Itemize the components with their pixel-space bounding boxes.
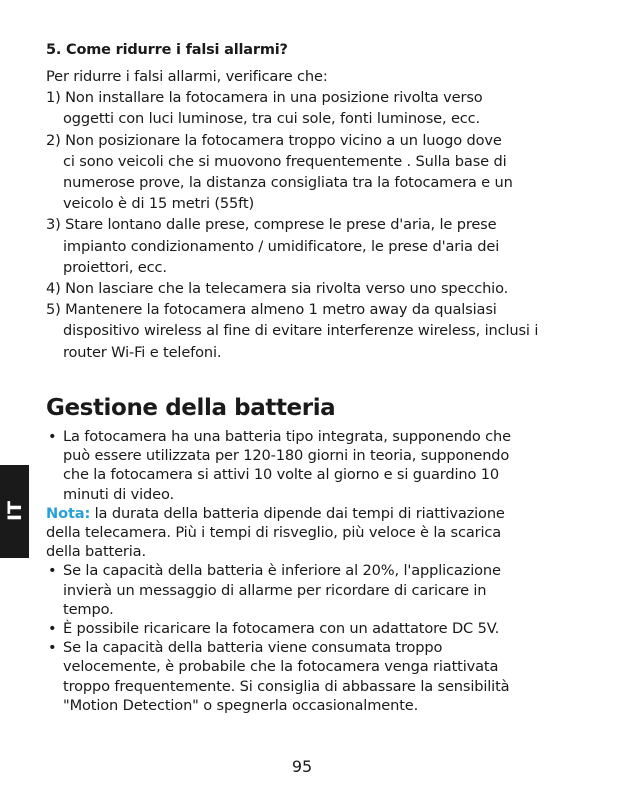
text-line: ci sono veicoli che si muovono frequentemente . Sulla base di (63, 152, 507, 170)
text-line: proiettori, ecc. (63, 258, 167, 276)
text-line: router Wi-Fi e telefoni. (63, 343, 222, 361)
text-line: che la fotocamera si attivi 10 volte al giorno e si guardino 10 (63, 466, 500, 484)
note-line: Nota: la durata della batteria dipende dai tempi di riattivazione (46, 504, 505, 522)
text-line: tempo. (63, 600, 114, 618)
section-heading-battery: Gestione della batteria (46, 395, 336, 421)
bullet-icon: • (48, 639, 57, 657)
text-line: può essere utilizzata per 120-180 giorni in teoria, supponendo (63, 447, 510, 465)
text-line: 1) Non installare la fotocamera in una posizione rivolta verso (46, 89, 483, 107)
text-line: 5) Mantenere la fotocamera almeno 1 metro away da qualsiasi (46, 301, 497, 319)
text-line: della telecamera. Più i tempi di risveglio, più veloce è la scarica (46, 524, 502, 542)
language-tab (0, 465, 29, 558)
text-line: minuti di video. (63, 485, 174, 503)
text-line: 2) Non posizionare la fotocamera troppo vicino a un luogo dove (46, 131, 502, 149)
text-line: troppo frequentemente. Si consiglia di abbassare la sensibilità (63, 677, 510, 695)
list-item: • È possibile ricaricare la fotocamera con un adattatore DC 5V. (48, 620, 500, 638)
text-line: impianto condizionamento / umidificatore, le prese d'aria dei (63, 237, 500, 255)
false-alarms-text (46, 66, 566, 363)
list-item: • La fotocamera ha una batteria tipo integrata, supponendo che (48, 428, 511, 445)
text-line: della batteria. (46, 543, 146, 561)
bullet-icon: • (48, 428, 57, 445)
text-line: oggetti con luci luminose, tra cui sole, fonti luminose, ecc. (63, 110, 481, 128)
text-line: 3) Stare lontano dalle prese, comprese le prese d'aria, le prese (46, 216, 497, 234)
text-line: Per ridurre i falsi allarmi, verificare che: (46, 68, 328, 85)
note-label: Nota: (46, 504, 91, 522)
text-line: "Motion Detection" o spegnerla occasionalmente. (63, 696, 419, 714)
bullet-icon: • (48, 562, 57, 580)
text-line: numerose prove, la distanza consigliata tra la fotocamera e un (63, 174, 513, 192)
text-line: 4) Non lasciare che la telecamera sia rivolta verso uno specchio. (46, 280, 509, 298)
list-item: • Se la capacità della batteria viene consumata troppo (48, 639, 443, 657)
text-line: invierà un messaggio di allarme per ricordare di caricare in (63, 581, 487, 599)
battery-text (46, 427, 566, 715)
language-tab-label: IT (3, 500, 26, 522)
list-item: • Se la capacità della batteria è inferiore al 20%, l'applicazione (48, 562, 501, 580)
text-line: veicolo è di 15 metri (55ft) (63, 195, 254, 213)
page-number: 95 (291, 757, 313, 776)
text-line: dispositivo wireless al fine di evitare interferenze wireless, inclusi i (63, 322, 539, 340)
section-heading-false-alarms: 5. Come ridurre i falsi allarmi? (46, 42, 288, 58)
text-line: velocemente, è probabile che la fotocamera venga riattivata (63, 658, 499, 676)
bullet-icon: • (48, 620, 57, 638)
